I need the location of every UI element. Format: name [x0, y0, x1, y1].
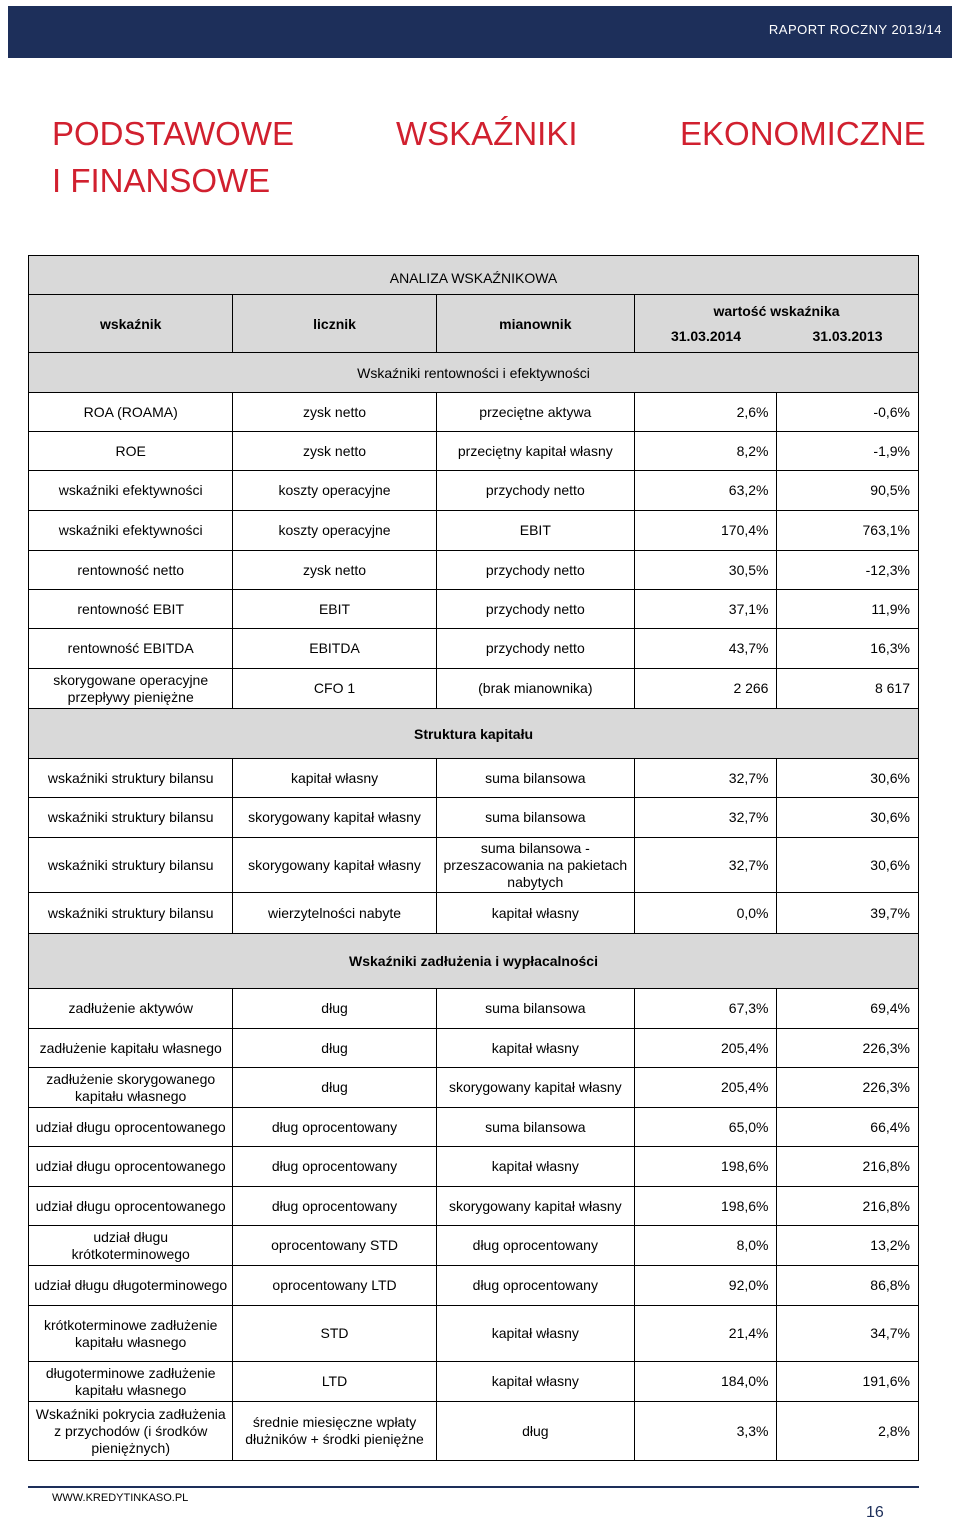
footer-url: WWW.KREDYTINKASO.PL: [52, 1492, 189, 1504]
title-word-2: WSKAŹNIKI: [396, 115, 578, 152]
cell-value-2014: 0,0%: [634, 893, 777, 934]
cell-value-2014: 32,7%: [634, 798, 777, 838]
cell-value-2013: 16,3%: [777, 629, 919, 669]
cell-mianownik: przeciętne aktywa: [436, 393, 634, 432]
cell-mianownik: kapitał własny: [436, 1306, 634, 1362]
section-row: [29, 709, 919, 759]
title-word-4: I FINANSOWE: [52, 162, 271, 199]
table-row: [29, 759, 919, 798]
cell-wskaznik: udział długu długoterminowego: [29, 1266, 233, 1306]
section-title: Wskaźniki zadłużenia i wypłacalności: [29, 934, 919, 989]
cell-value-2013: 66,4%: [777, 1108, 919, 1147]
cell-mianownik: (brak mianownika): [436, 669, 634, 709]
cell-mianownik: przeciętny kapitał własny: [436, 432, 634, 471]
cell-mianownik: kapitał własny: [436, 893, 634, 934]
cell-wskaznik: wskaźniki struktury bilansu: [29, 838, 233, 893]
cell-licznik: wierzytelności nabyte: [233, 893, 436, 934]
cell-licznik: kapitał własny: [233, 759, 436, 798]
cell-wskaznik: ROE: [29, 432, 233, 471]
page-number: 16: [866, 1504, 884, 1521]
cell-wskaznik: wskaźniki efektywności: [29, 471, 233, 511]
footer-divider: [28, 1486, 919, 1488]
cell-licznik: EBITDA: [233, 629, 436, 669]
cell-licznik: skorygowany kapitał własny: [233, 838, 436, 893]
cell-mianownik: kapitał własny: [436, 1362, 634, 1402]
cell-value-2014: 37,1%: [634, 590, 777, 629]
table-row: [29, 1306, 919, 1362]
cell-value-2013: 216,8%: [777, 1187, 919, 1226]
cell-value-2013: 8 617: [777, 669, 919, 709]
cell-licznik: dług: [233, 1068, 436, 1108]
cell-value-2013: 2,8%: [777, 1402, 919, 1461]
cell-value-2013: -12,3%: [777, 551, 919, 590]
col-header-wskaznik: wskaźnik: [29, 295, 233, 353]
cell-licznik: oprocentowany LTD: [233, 1266, 436, 1306]
cell-value-2014: 3,3%: [634, 1402, 777, 1461]
table-row: [29, 1108, 919, 1147]
cell-mianownik: przychody netto: [436, 629, 634, 669]
cell-licznik: koszty operacyjne: [233, 511, 436, 551]
cell-licznik: CFO 1: [233, 669, 436, 709]
cell-wskaznik: rentowność netto: [29, 551, 233, 590]
top-banner: [8, 6, 952, 58]
table-row: [29, 393, 919, 432]
cell-value-2013: 90,5%: [777, 471, 919, 511]
title-word-1: PODSTAWOWE: [52, 115, 294, 152]
cell-value-2013: 13,2%: [777, 1226, 919, 1266]
cell-value-2014: 32,7%: [634, 759, 777, 798]
cell-wskaznik: udział długu oprocentowanego: [29, 1147, 233, 1187]
cell-value-2014: 8,2%: [634, 432, 777, 471]
cell-mianownik: EBIT: [436, 511, 634, 551]
cell-value-2013: 216,8%: [777, 1147, 919, 1187]
cell-licznik: dług oprocentowany: [233, 1147, 436, 1187]
cell-wskaznik: udział długu oprocentowanego: [29, 1108, 233, 1147]
cell-value-2014: 30,5%: [634, 551, 777, 590]
cell-mianownik: kapitał własny: [436, 1147, 634, 1187]
cell-value-2013: 763,1%: [777, 511, 919, 551]
cell-licznik: oprocentowany STD: [233, 1226, 436, 1266]
table-row: [29, 1187, 919, 1226]
cell-licznik: skorygowany kapitał własny: [233, 798, 436, 838]
cell-wskaznik: krótkoterminowe zadłużenie kapitału własnego: [29, 1306, 233, 1362]
cell-licznik: EBIT: [233, 590, 436, 629]
cell-mianownik: przychody netto: [436, 590, 634, 629]
cell-value-2014: 63,2%: [634, 471, 777, 511]
table-row: [29, 590, 919, 629]
cell-mianownik: skorygowany kapitał własny: [436, 1068, 634, 1108]
cell-wskaznik: wskaźniki struktury bilansu: [29, 798, 233, 838]
cell-value-2013: -1,9%: [777, 432, 919, 471]
cell-value-2013: 191,6%: [777, 1362, 919, 1402]
table-caption: ANALIZA WSKAŹNIKOWA: [29, 256, 919, 295]
cell-wskaznik: zadłużenie aktywów: [29, 989, 233, 1029]
cell-value-2013: 226,3%: [777, 1068, 919, 1108]
table-row: [29, 1029, 919, 1068]
cell-wskaznik: wskaźniki struktury bilansu: [29, 759, 233, 798]
table-row: [29, 1226, 919, 1266]
cell-value-2014: 92,0%: [634, 1266, 777, 1306]
cell-mianownik: kapitał własny: [436, 1029, 634, 1068]
table-row: [29, 838, 919, 893]
ratio-table: [28, 255, 919, 1461]
cell-value-2013: 226,3%: [777, 1029, 919, 1068]
cell-mianownik: dług oprocentowany: [436, 1266, 634, 1306]
cell-value-2013: 30,6%: [777, 838, 919, 893]
cell-mianownik: suma bilansowa: [436, 798, 634, 838]
cell-value-2014: 65,0%: [634, 1108, 777, 1147]
cell-licznik: zysk netto: [233, 432, 436, 471]
cell-licznik: zysk netto: [233, 393, 436, 432]
table-row: [29, 798, 919, 838]
col-header-licznik: licznik: [233, 295, 436, 353]
table-row: [29, 551, 919, 590]
cell-wskaznik: wskaźniki struktury bilansu: [29, 893, 233, 934]
table-row: [29, 989, 919, 1029]
cell-value-2014: 67,3%: [634, 989, 777, 1029]
cell-value-2014: 43,7%: [634, 629, 777, 669]
table-row: [29, 1068, 919, 1108]
cell-wskaznik: skorygowane operacyjne przepływy pieniężne: [29, 669, 233, 709]
cell-mianownik: skorygowany kapitał własny: [436, 1187, 634, 1226]
ratio-table-body: [29, 256, 919, 1461]
cell-wskaznik: rentowność EBIT: [29, 590, 233, 629]
cell-licznik: STD: [233, 1306, 436, 1362]
cell-mianownik: przychody netto: [436, 471, 634, 511]
cell-value-2014: 8,0%: [634, 1226, 777, 1266]
cell-value-2014: 21,4%: [634, 1306, 777, 1362]
cell-mianownik: suma bilansowa: [436, 1108, 634, 1147]
report-label: RAPORT ROCZNY 2013/14: [768, 22, 942, 37]
date-2014: 31.03.2014: [670, 328, 742, 344]
cell-wskaznik: Wskaźniki pokrycia zadłużenia z przychodów (i środków pieniężnych): [29, 1402, 233, 1461]
cell-licznik: dług oprocentowany: [233, 1187, 436, 1226]
table-row: [29, 511, 919, 551]
cell-wskaznik: rentowność EBITDA: [29, 629, 233, 669]
cell-wskaznik: ROA (ROAMA): [29, 393, 233, 432]
cell-wskaznik: długoterminowe zadłużenie kapitału własnego: [29, 1362, 233, 1402]
cell-mianownik: suma bilansowa: [436, 989, 634, 1029]
cell-value-2013: 11,9%: [777, 590, 919, 629]
cell-licznik: dług: [233, 989, 436, 1029]
table-row: [29, 1362, 919, 1402]
cell-wskaznik: udział długu krótkoterminowego: [29, 1226, 233, 1266]
col-header-wartosc: wartość wskaźnika 31.03.2014 31.03.2013: [634, 295, 918, 353]
cell-value-2014: 32,7%: [634, 838, 777, 893]
cell-licznik: średnie miesięczne wpłaty dłużników + środki pieniężne: [233, 1402, 436, 1461]
table-row: [29, 1266, 919, 1306]
col-header-mianownik: mianownik: [436, 295, 634, 353]
cell-mianownik: przychody netto: [436, 551, 634, 590]
cell-value-2014: 198,6%: [634, 1147, 777, 1187]
cell-licznik: zysk netto: [233, 551, 436, 590]
section-title: Wskaźniki rentowności i efektywności: [29, 353, 919, 393]
cell-wskaznik: zadłużenie kapitału własnego: [29, 1029, 233, 1068]
cell-mianownik: dług oprocentowany: [436, 1226, 634, 1266]
table-row: [29, 893, 919, 934]
cell-licznik: LTD: [233, 1362, 436, 1402]
cell-mianownik: suma bilansowa: [436, 759, 634, 798]
cell-wskaznik: wskaźniki efektywności: [29, 511, 233, 551]
cell-value-2013: 34,7%: [777, 1306, 919, 1362]
cell-value-2013: 30,6%: [777, 759, 919, 798]
cell-value-2013: 30,6%: [777, 798, 919, 838]
cell-value-2014: 184,0%: [634, 1362, 777, 1402]
cell-mianownik: suma bilansowa - przeszacowania na pakietach nabytych: [436, 838, 634, 893]
cell-value-2013: -0,6%: [777, 393, 919, 432]
table-row: [29, 471, 919, 511]
table-row: [29, 669, 919, 709]
date-2013: 31.03.2013: [812, 328, 883, 344]
cell-wskaznik: zadłużenie skorygowanego kapitału własnego: [29, 1068, 233, 1108]
cell-licznik: dług: [233, 1029, 436, 1068]
cell-value-2014: 205,4%: [634, 1068, 777, 1108]
cell-value-2014: 205,4%: [634, 1029, 777, 1068]
cell-value-2013: 69,4%: [777, 989, 919, 1029]
cell-wskaznik: udział długu oprocentowanego: [29, 1187, 233, 1226]
cell-mianownik: dług: [436, 1402, 634, 1461]
title-word-3: EKONOMICZNE: [680, 115, 926, 152]
cell-licznik: dług oprocentowany: [233, 1108, 436, 1147]
section-row: [29, 934, 919, 989]
section-title: Struktura kapitału: [29, 709, 919, 759]
cell-value-2014: 170,4%: [634, 511, 777, 551]
cell-value-2013: 39,7%: [777, 893, 919, 934]
cell-value-2014: 2,6%: [634, 393, 777, 432]
cell-value-2014: 198,6%: [634, 1187, 777, 1226]
table-row: [29, 1147, 919, 1187]
table-row: [29, 629, 919, 669]
cell-licznik: koszty operacyjne: [233, 471, 436, 511]
cell-value-2014: 2 266: [634, 669, 777, 709]
table-row: [29, 432, 919, 471]
cell-value-2013: 86,8%: [777, 1266, 919, 1306]
table-row: [29, 1402, 919, 1461]
